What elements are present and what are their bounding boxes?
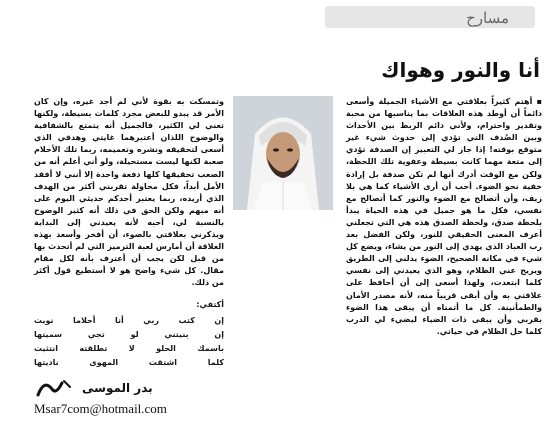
author-name: بدر الموسى (82, 381, 153, 395)
poem-line: كلما اشتقت المهوى ناديتها (34, 358, 224, 367)
poem-line: باسمك الحلو لا تطلقته انتثيت (34, 344, 224, 353)
author-photo (233, 96, 333, 210)
pen-mark-icon (34, 377, 74, 403)
poem-line: إن بنيتني لو تجي سميتها (34, 330, 224, 339)
poem-intro: أكتفي: (196, 300, 224, 309)
article-column-right: ▪ أهتم كثيراً بعلاقتي مع الأشياء الجميلة وأسعى دائماً أن أوطد هذه العلاقات بما يناسبها من محبة وتقدير واحترام، ولأني دائم الربط بين الأحداث وبين الصُدف التي تؤدي إلى حدوث شيء غير متوقع بوقته! إذا جاز لي التعبير إن الصدفة تؤدي إلى متعة مهما كانت بسيطة وعفوية تلك اللحظة، ولكن مع الوقت أدرك أنها لم تكن صدفة بل إرادة خفية نحو الضوء. أحب أن أرى الأشياء كما هي بلا زيف، وأن أتصالح مع الضوء والنور كما أتصالح مع نفسي، فكل ما هو جميل في هذه الحياة يبدأ بلحظة صدق، ولحظة الصدق هذه هي التي تجعلني أعرف المعنى الحقيقي للنور، ولكن الفضل بعد رب العباد الذي يهدي إلى النور من يشاء، ويضع كل شيء في مكانه الصحيح، الضوء يدلني إلى الطريق ويزيح عني الظلام، وهو الذي يعيدني إلى نفسي كلما ابتعدت، ولهذا أسعى إلى أن أحافظ على علاقتي به وأن أبقى قريباً منه، لأنه مصدر الأمان والطمأنينة. كل ما أتمناه أن يبقى هذا الضوء بقربي وأن يبقى ذات الضياء ليضيء لي الدرب كلما حل الظلام في حياتي. (346, 97, 542, 336)
author-email[interactable]: Msar7com@hotmail.com (34, 401, 167, 416)
article-title: أنا والنور وهواك (381, 58, 540, 82)
article-column-left: وتمسكت به بقوة لأني لم أجد غيره، وإن كان الأمر قد يبدو للبعض مجرد كلمات بسيطة، ولكنها تعني لي الكثير، فالجميل أنه يتمتع بالشفافية والوضوح اللذان أعتبرهما غايتي وهدفي الذي أسعى لتحقيقه ونشره وتعميمه، ربما تلك الأحلام صعبة لكنها ليست مستحيلة، ولو أني أعلم أنه من الصعب تحقيقها كلها دفعة واحدة إلا أنني لا أفقد الأمل أبداً، فكل محاولة تقربني أكثر من الهدف الذي أريده، ربما يعتبر أحدكم حديثي اليوم على أنه مبهم ولكن الحق في ذلك أنه كثير الوضوح بالنسبة لي، أحبه لأنه يعيدني إلى البداية ويذكرني بعلاقتي بالضوء، أن أفخر وأسعد بهذه العلاقة أن أمارس لعبة الترميز التي لم أتحدث بها من قبل لكن يجب أن أعترف بأنه لكل مقام مقال. كل شيء واضح هو لا أستطيع قول أكثر من ذلك. (34, 97, 224, 288)
section-label: مسارح (466, 9, 509, 27)
poem-line: إن كتب ربي أنا أحلاما نويت (34, 316, 224, 325)
